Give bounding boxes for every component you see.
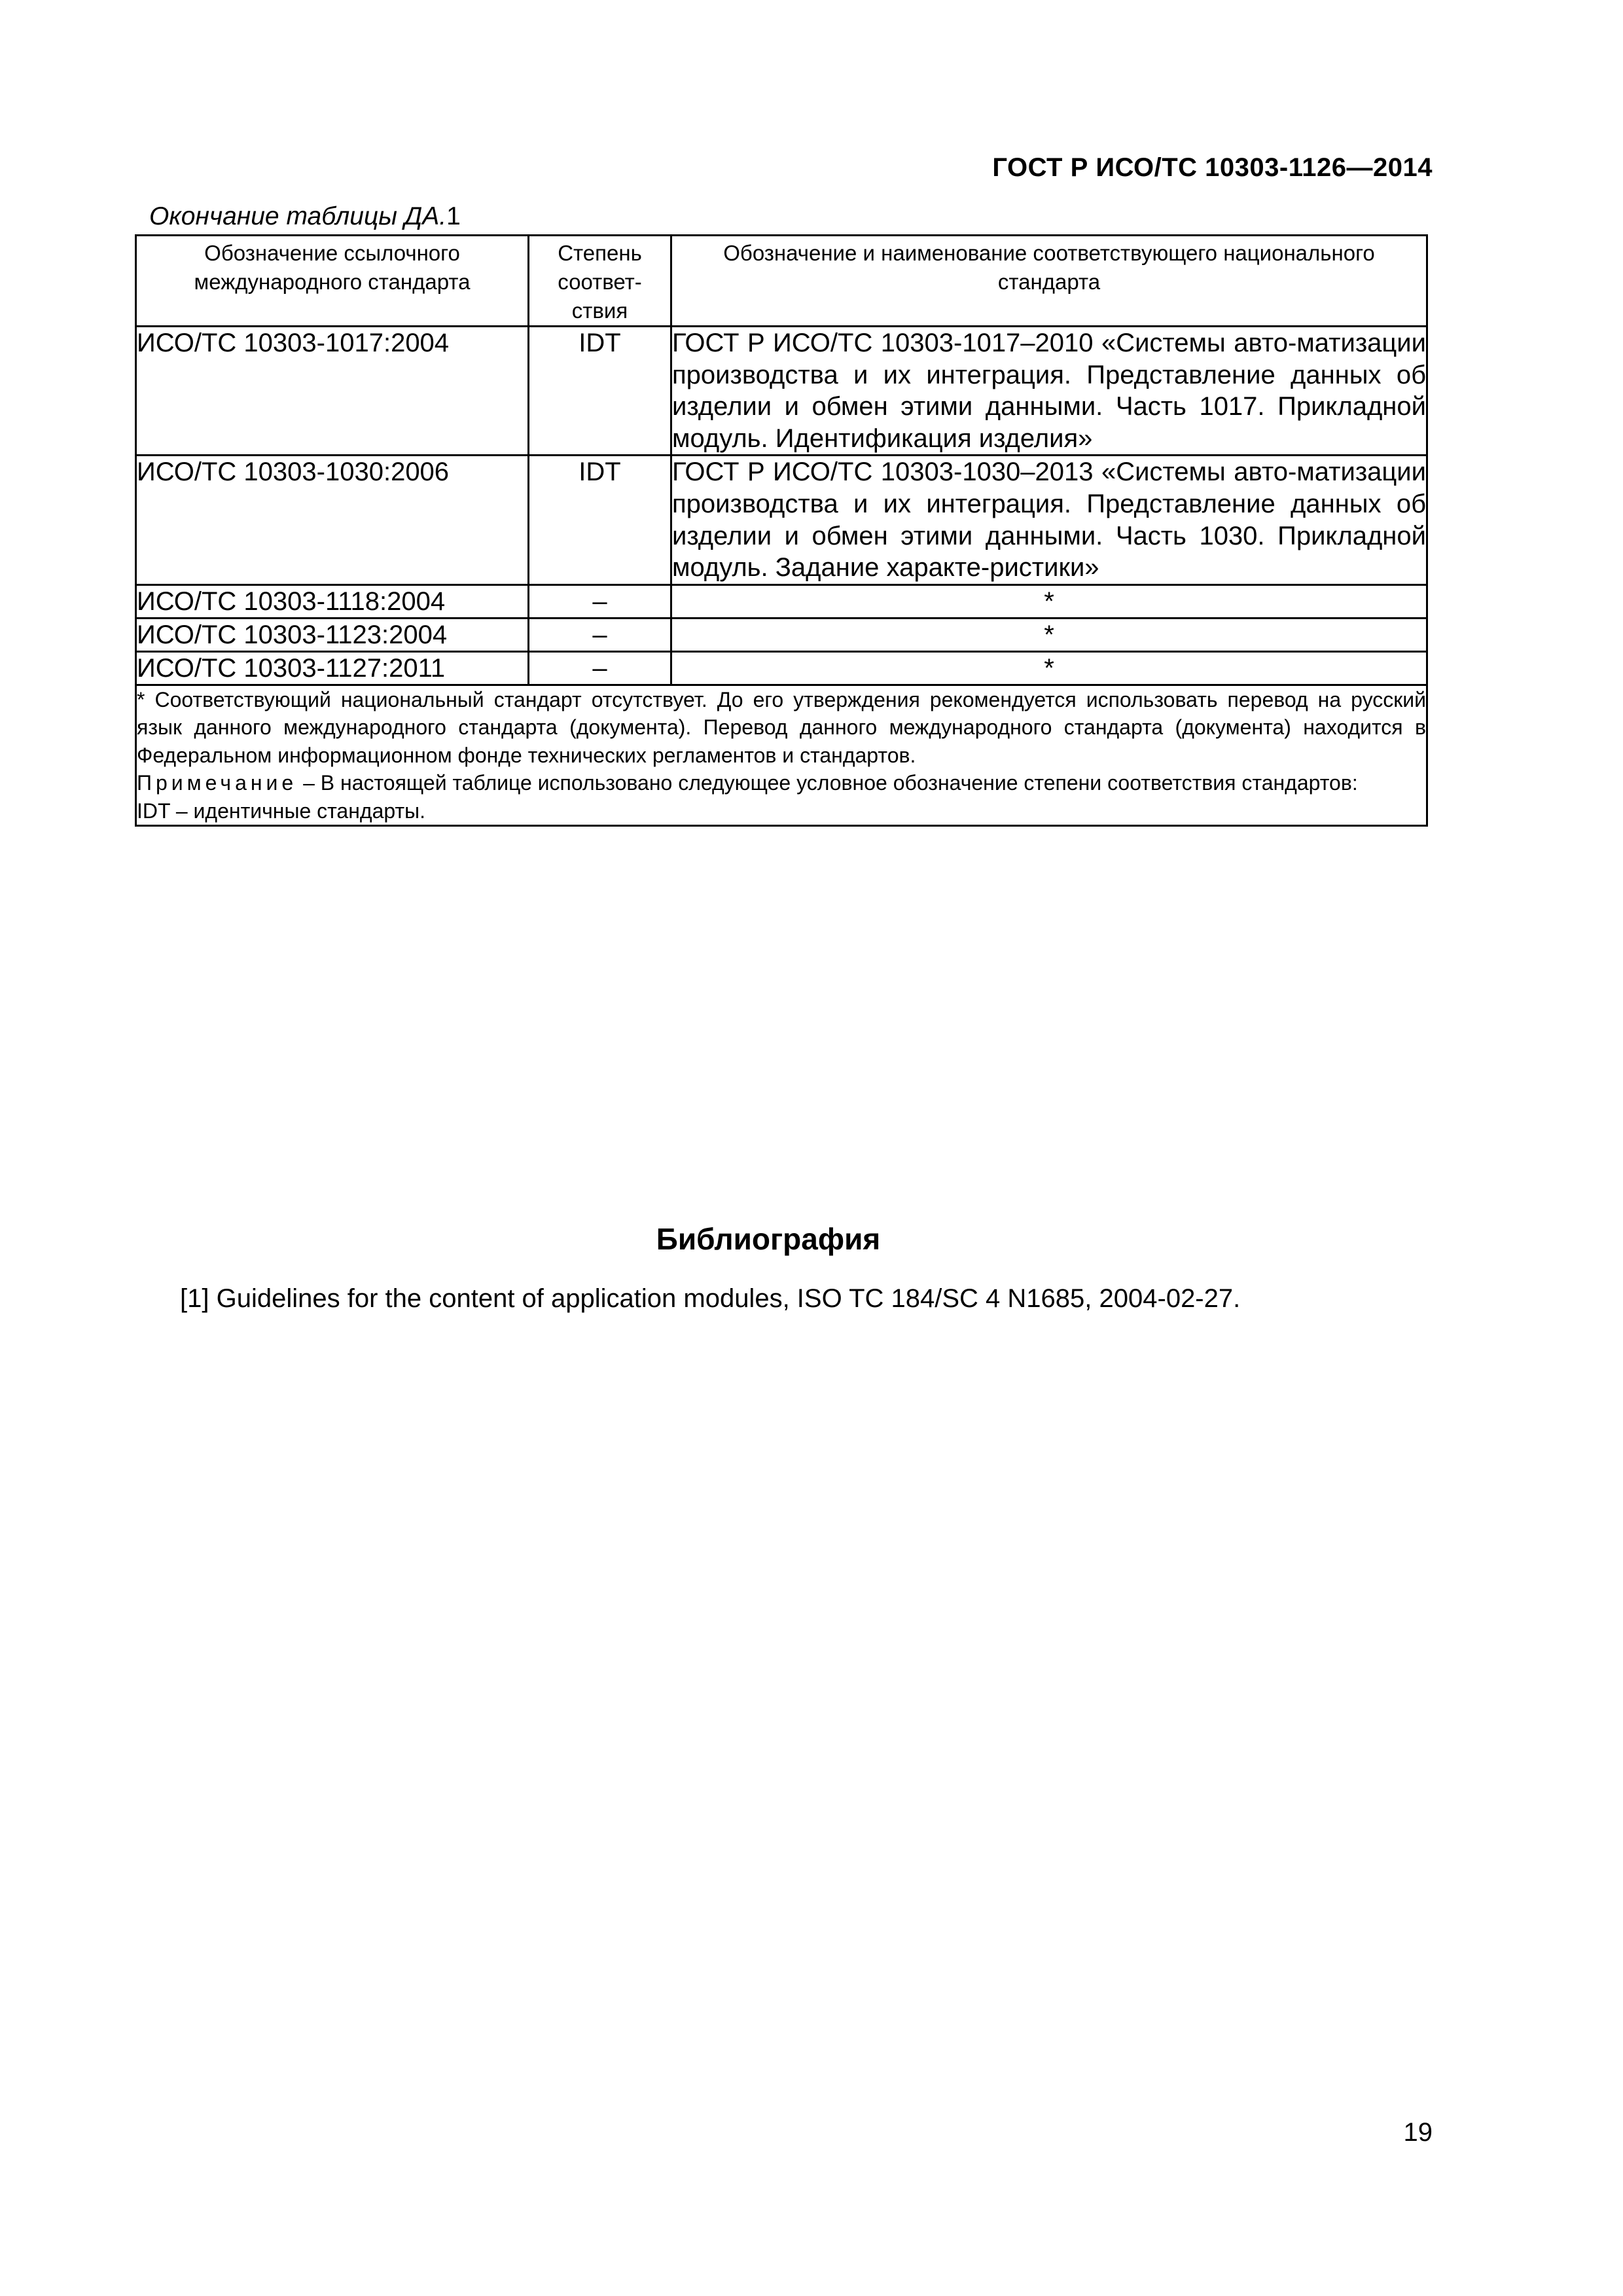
cell-international: ИСО/ТС 10303-1030:2006	[136, 456, 529, 584]
cell-degree: –	[529, 584, 671, 618]
cell-degree: IDT	[529, 456, 671, 584]
cell-degree: –	[529, 651, 671, 685]
table-note	[137, 769, 1426, 797]
bibliography-entry: [1] Guidelines for the content of application modules, ISO TC 184/SC 4 N1685, 2004-02-27.	[180, 1284, 1241, 1313]
column-header-degree: Степень соответ-ствия	[529, 236, 671, 327]
cell-international: ИСО/ТС 10303-1017:2004	[136, 327, 529, 456]
cell-international: ИСО/ТС 10303-1118:2004	[136, 584, 529, 618]
standards-table	[135, 234, 1428, 827]
table-row	[136, 584, 1427, 618]
bibliography-title: Библиография	[656, 1222, 881, 1256]
column-header-national: Обозначение и наименование соответствующего национального стандарта	[671, 236, 1427, 327]
document-code: ГОСТ Р ИСО/ТС 10303-1126—2014	[992, 153, 1433, 182]
cell-international: ИСО/ТС 10303-1127:2011	[136, 651, 529, 685]
table-header-row	[136, 236, 1427, 327]
table-row	[136, 327, 1427, 456]
table-row	[136, 618, 1427, 651]
page-number: 19	[1403, 2118, 1433, 2147]
cell-degree: IDT	[529, 327, 671, 456]
table-notes	[136, 685, 1427, 826]
column-header-international: Обозначение ссылочного международного стандарта	[136, 236, 529, 327]
cell-national: *	[671, 618, 1427, 651]
note-label: Примечание	[137, 771, 298, 795]
note-text: – В настоящей таблице использовано следующее условное обозначение степени соответствия стандартов:	[297, 771, 1358, 795]
cell-national: *	[671, 584, 1427, 618]
table-row	[136, 651, 1427, 685]
table-caption-number: 1	[446, 202, 461, 230]
table-caption	[149, 202, 461, 231]
cell-national: *	[671, 651, 1427, 685]
table-caption-text: Окончание таблицы ДА.	[149, 202, 447, 230]
table-row	[136, 456, 1427, 584]
table-notes-row	[136, 685, 1427, 826]
cell-degree: –	[529, 618, 671, 651]
table-footnote: * Соответствующий национальный стандарт отсутствует. До его утверждения рекомендуется использовать перевод на русский язык данного международного стандарта (документа). Перевод данного международного стандарта (документа) находится в Федеральном информационном фонде технических регламентов и стандартов.	[137, 687, 1426, 767]
cell-national: ГОСТ Р ИСО/ТС 10303-1017–2010 «Системы авто-матизации производства и их интеграция. Представление данных об изделии и обмен этими данными. Часть 1017. Прикладной модуль. Идентификация изделия»	[671, 327, 1427, 456]
idt-legend: IDT – идентичные стандарты.	[137, 798, 425, 823]
cell-national: ГОСТ Р ИСО/ТС 10303-1030–2013 «Системы авто-матизации производства и их интеграция. Представление данных об изделии и обмен этими данными. Часть 1030. Прикладной модуль. Задание характе-ристики»	[671, 456, 1427, 584]
cell-international: ИСО/ТС 10303-1123:2004	[136, 618, 529, 651]
